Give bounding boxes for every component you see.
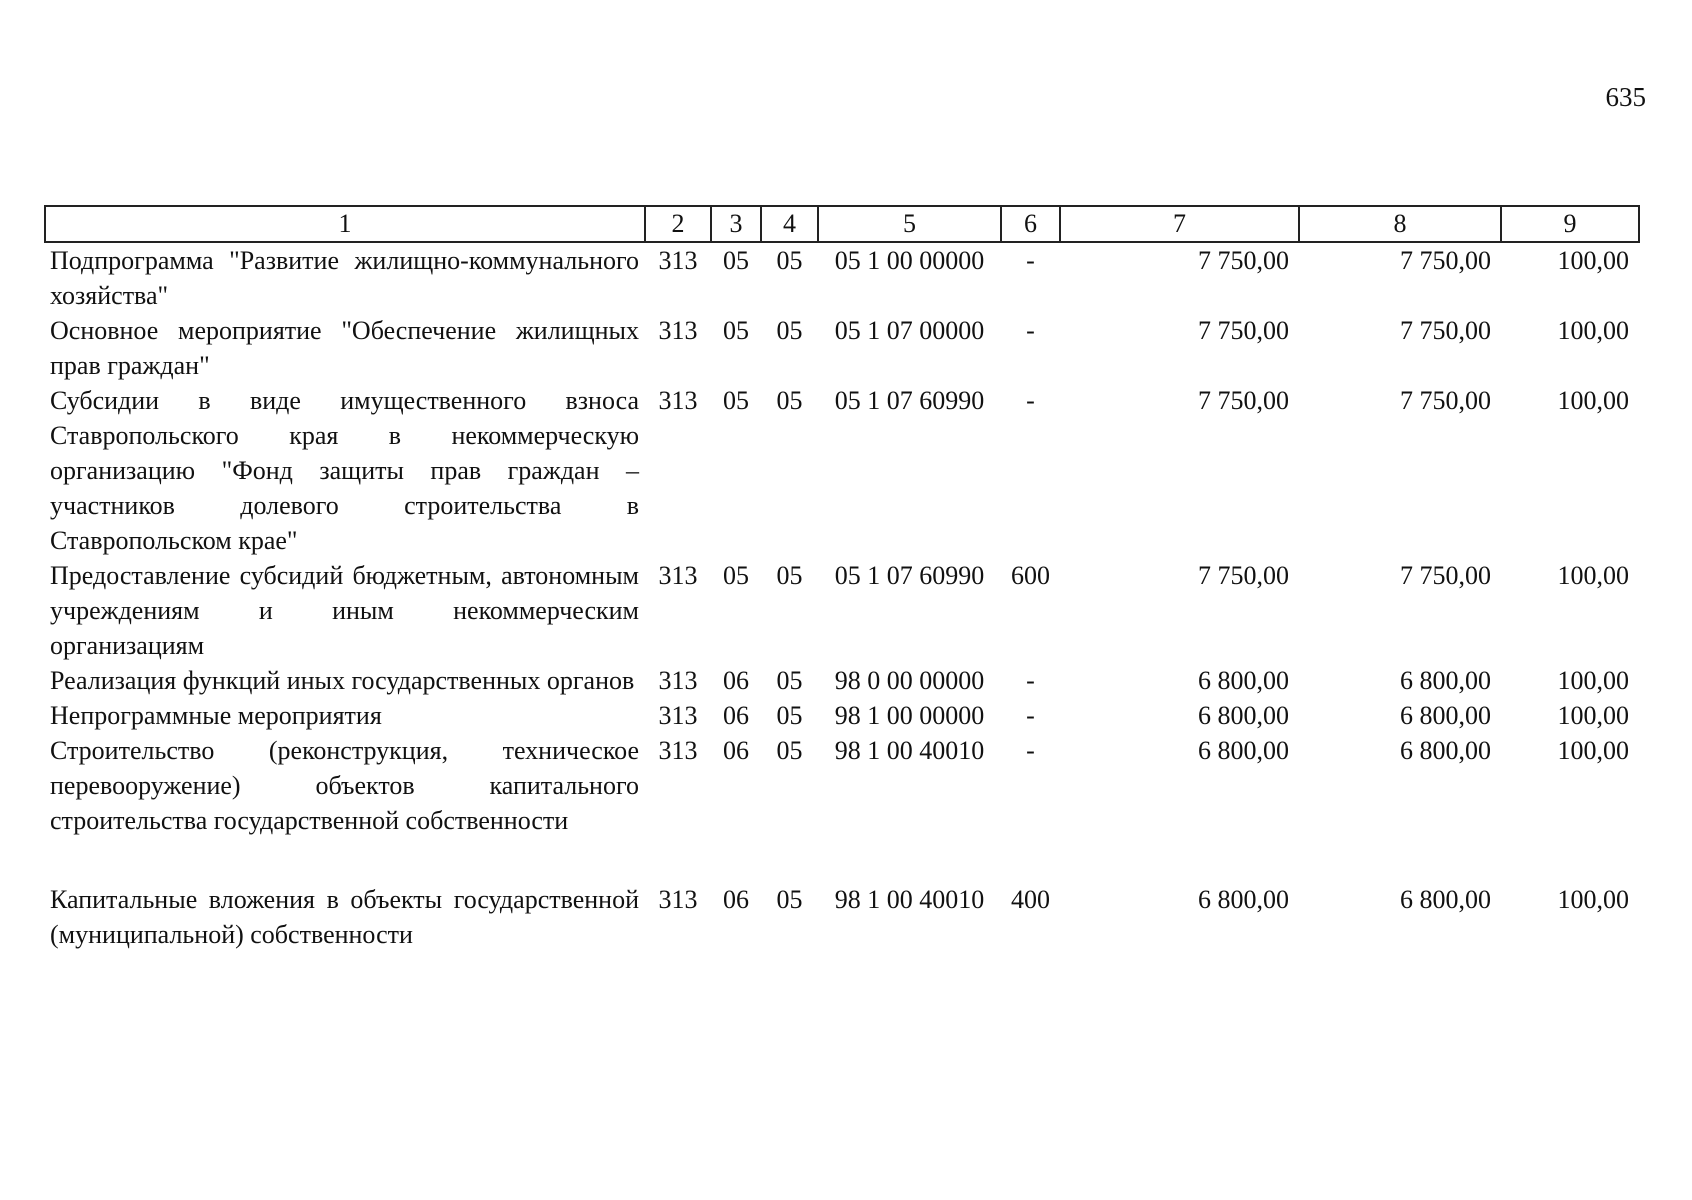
row-code: 313: [658, 701, 698, 730]
budget-table: [44, 205, 1640, 952]
row-target: 05 1 00 00000: [834, 246, 985, 275]
row-target: 98 1 00 40010: [834, 736, 985, 765]
row-fact: 6 800,00: [1400, 736, 1491, 765]
row-name: Основное мероприятие "Обеспечение жилищных прав граждан": [50, 316, 639, 380]
row-type: 400: [1011, 885, 1050, 914]
row-name: Строительство (реконструкция, техническое перевооружение) объектов капитального строительства государственной собственности: [50, 736, 639, 835]
column-header: 3: [711, 206, 761, 242]
row-name: Предоставление субсидий бюджетным, автономным учреждениям и иным некоммерческим организациям: [50, 561, 639, 660]
row-name: Капитальные вложения в объекты государственной (муниципальной) собственности: [50, 885, 639, 949]
row-plan: 6 800,00: [1198, 666, 1289, 695]
table-header-row: [45, 206, 1639, 242]
row-type: -: [1026, 316, 1035, 345]
table-row: [45, 733, 1639, 838]
row-subsection: 05: [776, 561, 803, 590]
page-number: 635: [1605, 82, 1646, 112]
row-code: 313: [658, 736, 698, 765]
row-percent: 100,00: [1557, 885, 1629, 914]
row-name: Реализация функций иных государственных органов: [50, 666, 635, 695]
row-percent: 100,00: [1557, 316, 1629, 345]
row-subsection: 05: [776, 736, 803, 765]
row-plan: 6 800,00: [1198, 736, 1289, 765]
row-subsection: 05: [776, 701, 803, 730]
row-subsection: 05: [776, 666, 803, 695]
row-name: Подпрограмма "Развитие жилищно-коммунального хозяйства": [50, 246, 639, 310]
row-subsection: 05: [776, 386, 803, 415]
row-percent: 100,00: [1557, 736, 1629, 765]
row-percent: 100,00: [1557, 561, 1629, 590]
column-header: 6: [1001, 206, 1060, 242]
row-plan: 6 800,00: [1198, 701, 1289, 730]
row-subsection: 05: [776, 885, 803, 914]
row-type: -: [1026, 386, 1035, 415]
row-target: 98 1 00 00000: [834, 701, 985, 730]
row-plan: 7 750,00: [1198, 246, 1289, 275]
table-row: [45, 383, 1639, 558]
row-plan: 7 750,00: [1198, 561, 1289, 590]
row-target: 98 0 00 00000: [834, 666, 985, 695]
row-plan: 6 800,00: [1198, 885, 1289, 914]
row-section: 05: [723, 386, 749, 415]
table-row: [45, 242, 1639, 313]
row-type: -: [1026, 246, 1035, 275]
table-row: [45, 558, 1639, 663]
row-subsection: 05: [776, 316, 803, 345]
row-target: 05 1 07 60990: [834, 386, 985, 415]
row-code: 313: [658, 246, 698, 275]
row-section: 06: [723, 701, 749, 730]
row-fact: 7 750,00: [1400, 316, 1491, 345]
row-percent: 100,00: [1557, 246, 1629, 275]
spacer-row: [45, 838, 1639, 882]
column-header: 4: [761, 206, 818, 242]
row-type: -: [1026, 666, 1035, 695]
column-header: 7: [1060, 206, 1299, 242]
row-code: 313: [658, 561, 698, 590]
row-fact: 7 750,00: [1400, 561, 1491, 590]
row-plan: 7 750,00: [1198, 316, 1289, 345]
row-plan: 7 750,00: [1198, 386, 1289, 415]
column-header: 8: [1299, 206, 1501, 242]
row-code: 313: [658, 666, 698, 695]
row-fact: 6 800,00: [1400, 666, 1491, 695]
row-fact: 6 800,00: [1400, 885, 1491, 914]
table-row: [45, 698, 1639, 733]
row-percent: 100,00: [1557, 666, 1629, 695]
row-type: -: [1026, 701, 1035, 730]
row-type: 600: [1011, 561, 1050, 590]
row-fact: 7 750,00: [1400, 386, 1491, 415]
column-header: 2: [645, 206, 711, 242]
table-row: [45, 663, 1639, 698]
row-section: 06: [723, 666, 749, 695]
row-fact: 6 800,00: [1400, 701, 1491, 730]
spacer-cell: [45, 838, 1639, 882]
row-fact: 7 750,00: [1400, 246, 1491, 275]
row-target: 98 1 00 40010: [834, 885, 985, 914]
row-name: Субсидии в виде имущественного взноса Ставропольского края в некоммерческую организацию "Фонд защиты прав граждан – участников долевого строительства в Ставропольском крае": [50, 386, 639, 555]
row-section: 05: [723, 246, 749, 275]
row-target: 05 1 07 60990: [834, 561, 985, 590]
row-type: -: [1026, 736, 1035, 765]
column-header: 1: [45, 206, 645, 242]
row-percent: 100,00: [1557, 386, 1629, 415]
row-section: 06: [723, 885, 749, 914]
column-header: 9: [1501, 206, 1639, 242]
row-code: 313: [658, 386, 698, 415]
row-percent: 100,00: [1557, 701, 1629, 730]
row-target: 05 1 07 00000: [834, 316, 985, 345]
row-name: Непрограммные мероприятия: [50, 701, 382, 730]
row-section: 05: [723, 316, 749, 345]
column-header: 5: [818, 206, 1001, 242]
row-section: 05: [723, 561, 749, 590]
row-code: 313: [658, 885, 698, 914]
table-row: [45, 313, 1639, 383]
table-row: [45, 882, 1639, 952]
row-subsection: 05: [776, 246, 803, 275]
row-code: 313: [658, 316, 698, 345]
row-section: 06: [723, 736, 749, 765]
